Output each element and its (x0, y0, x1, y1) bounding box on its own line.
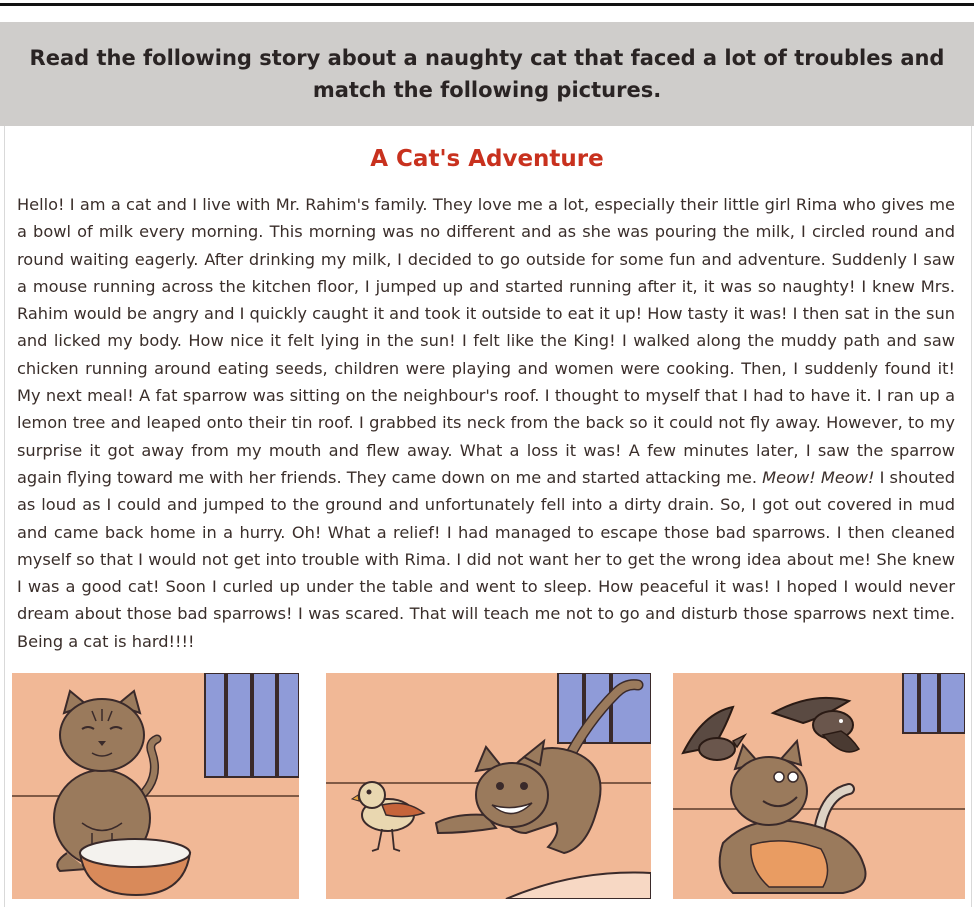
picture-cat-chasing-sparrow (326, 673, 651, 899)
top-rule (0, 3, 974, 6)
story-part-1: Hello! I am a cat and I live with Mr. Rahim's family. They love me a lot, especially their little girl Rima who gives me a bowl of milk every morning. This morning was no different and as she was pouring the milk, I circled round and round waiting eagerly. After drinking my milk, I decided to go outside for some fun and adventure. Suddenly I saw a mouse running across the kitchen floor, I jumped up and started running after it, it was so naughty! I knew Mrs. Rahim would be angry and I quickly caught it and took it outside to eat it up! How tasty it was! I then sat in the sun and licked my body. How nice it felt lying in the sun! I felt like the King! I walked along the muddy path and saw chicken running around eating seeds, children were playing and women were cooking. Then, I suddenly found it! My next meal! A fat sparrow was sitting on the neighbour's roof. I thought to myself that I had to have it. I ran up a lemon tree and leaped onto their tin roof. I grabbed its neck from the back so it could not fly away. However, to my surprise it got away from my mouth and flew away. What a loss it was! A few minutes later, I saw the sparrow again flying toward me with her friends. They came down on me and started attacking me. (17, 195, 955, 487)
picture-cat-with-milk (12, 673, 299, 899)
story-part-2: I shouted as loud as I could and jumped to the ground and unfortunately fell into a dirty drain. So, I got out covered in mud and came back home in a hurry. Oh! What a relief! I had managed to escape those bad sparrows. I then cleaned myself so that I would not get into trouble with Rima. I did not want her to get the wrong idea about me! She knew I was a good cat! Soon I curled up under the table and went to sleep. How peaceful it was! I hoped I would never dream about those bad sparrows! I was scared. That will teach me not to go and disturb those sparrows next time. Being a cat is hard!!!! (17, 467, 955, 651)
story-title: A Cat's Adventure (370, 146, 604, 172)
picture-cat-attacked-by-sparrows (673, 673, 965, 899)
instruction-text: Read the following story about a naughty cat that faced a lot of troubles and match the following pictures. (29, 46, 945, 102)
story-body (17, 191, 955, 655)
story-emphasis: Meow! Meow! (762, 467, 875, 487)
